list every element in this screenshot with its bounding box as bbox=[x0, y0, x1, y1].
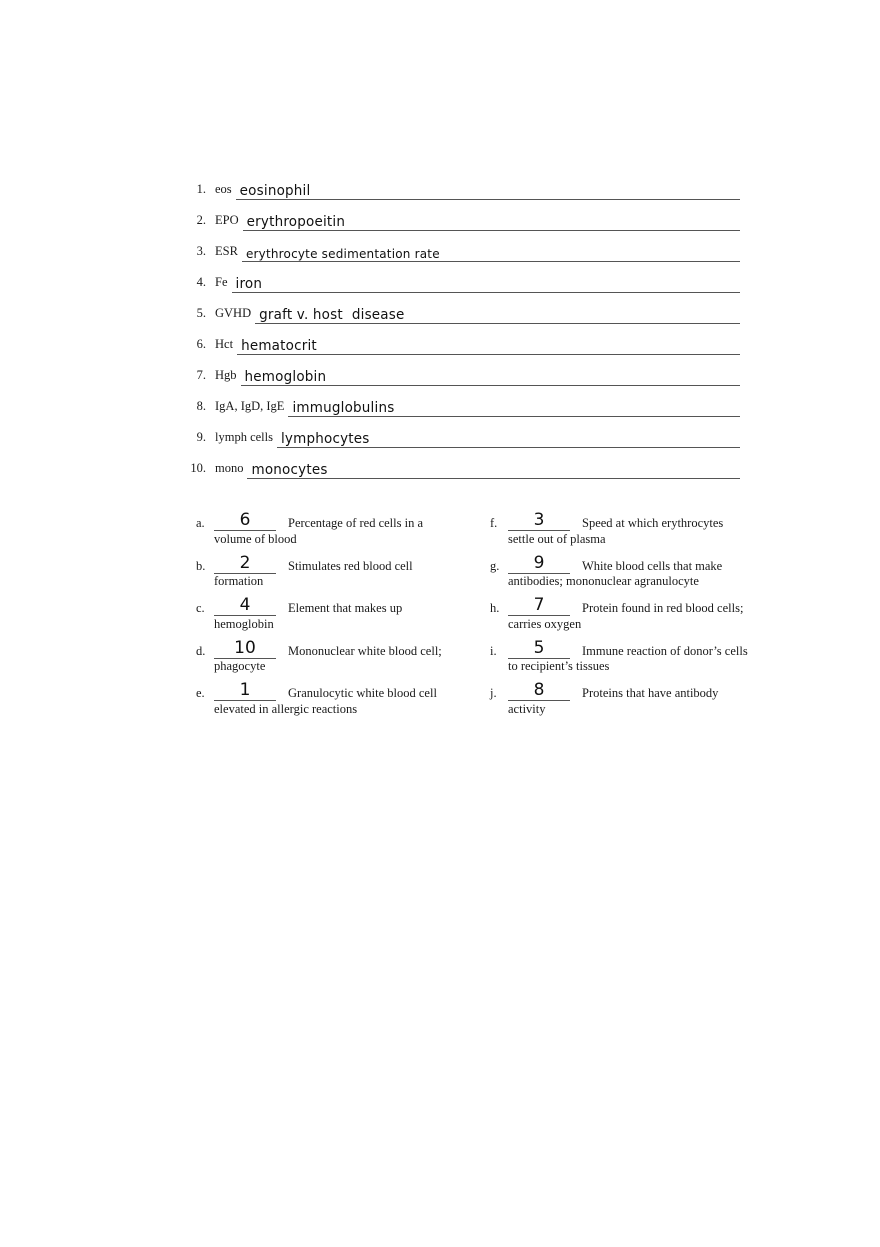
item-letter: j. bbox=[490, 686, 497, 700]
abbreviation-term: Hct bbox=[215, 337, 234, 351]
definition-text: Speed at which erythrocytes settle out of plasma bbox=[508, 516, 724, 546]
abbreviation-term: mono bbox=[215, 461, 244, 475]
matching-item bbox=[488, 551, 758, 594]
answer-line[interactable] bbox=[277, 425, 740, 448]
item-letter: e. bbox=[196, 686, 205, 700]
item-number: 7. bbox=[196, 368, 206, 382]
matching-item bbox=[194, 593, 464, 636]
handwritten-answer: erythrocyte sedimentation rate bbox=[245, 246, 440, 261]
item-number: 2. bbox=[196, 213, 206, 227]
definition-text: Granulocytic white blood cell elevated in allergic reactions bbox=[214, 686, 437, 716]
item-letter: b. bbox=[196, 558, 206, 573]
definition-text: Protein found in red blood cells; carries oxygen bbox=[508, 601, 744, 631]
handwritten-answer: monocytes bbox=[251, 461, 328, 478]
handwritten-number: 2 bbox=[239, 552, 251, 573]
definition-text: Proteins that have antibody activity bbox=[508, 686, 719, 716]
handwritten-answer: graft v. host disease bbox=[259, 306, 405, 323]
handwritten-answer: erythropoeitin bbox=[246, 213, 346, 230]
item-number: 5. bbox=[196, 306, 206, 320]
definition-text: Mononuclear white blood cell; phagocyte bbox=[214, 643, 442, 673]
matching-item bbox=[194, 551, 464, 594]
item-number: 1. bbox=[196, 182, 206, 196]
item-letter: g. bbox=[490, 558, 500, 573]
answer-line[interactable] bbox=[243, 208, 740, 231]
answer-line[interactable] bbox=[241, 363, 740, 386]
matching-item bbox=[488, 508, 758, 551]
abbreviation-row bbox=[180, 234, 740, 265]
definition-text: White blood cells that make antibodies; mononuclear agranulocyte bbox=[508, 558, 723, 588]
handwritten-number: 3 bbox=[533, 510, 545, 530]
answer-line[interactable] bbox=[237, 332, 740, 355]
answer-line[interactable] bbox=[232, 270, 741, 293]
answer-line[interactable] bbox=[247, 456, 740, 479]
matching-item bbox=[488, 636, 758, 679]
answer-line[interactable] bbox=[255, 301, 740, 324]
abbreviation-row bbox=[180, 265, 740, 296]
item-number: 4. bbox=[196, 275, 206, 289]
abbreviation-row bbox=[180, 451, 740, 482]
abbreviation-row bbox=[180, 203, 740, 234]
abbreviation-row bbox=[180, 172, 740, 203]
handwritten-answer: eosinophil bbox=[239, 182, 311, 199]
abbreviation-term: Fe bbox=[215, 275, 228, 289]
answer-line[interactable] bbox=[242, 239, 740, 262]
matching-item bbox=[194, 508, 464, 551]
handwritten-answer: lymphocytes bbox=[280, 430, 370, 447]
handwritten-number: 9 bbox=[533, 552, 545, 573]
item-letter: f. bbox=[490, 516, 498, 530]
matching-column-left bbox=[194, 508, 464, 721]
definition-text: Element that makes up hemoglobin bbox=[214, 601, 403, 631]
abbreviation-row bbox=[180, 420, 740, 451]
handwritten-number: 7 bbox=[533, 595, 545, 615]
item-number: 6. bbox=[196, 337, 206, 351]
item-number: 10. bbox=[190, 461, 206, 475]
matching-column-right bbox=[488, 508, 758, 721]
handwritten-answer: iron bbox=[235, 275, 263, 292]
abbreviation-term: GVHD bbox=[215, 306, 252, 320]
handwritten-answer: immuglobulins bbox=[292, 399, 395, 416]
abbreviation-term: EPO bbox=[215, 213, 239, 227]
handwritten-number: 4 bbox=[239, 595, 251, 615]
definition-text: Stimulates red blood cell formation bbox=[214, 558, 413, 588]
handwritten-number: 10 bbox=[234, 637, 256, 658]
item-number: 8. bbox=[196, 399, 206, 413]
abbreviation-term: eos bbox=[215, 182, 232, 196]
abbreviation-term: IgA, IgD, IgE bbox=[215, 399, 285, 413]
abbreviation-term: ESR bbox=[215, 244, 238, 258]
answer-line[interactable] bbox=[288, 394, 740, 417]
matching-item bbox=[194, 678, 464, 721]
matching-item bbox=[488, 678, 758, 721]
handwritten-number: 6 bbox=[239, 510, 251, 530]
matching-item bbox=[194, 636, 464, 679]
matching-item bbox=[488, 593, 758, 636]
item-letter: a. bbox=[196, 516, 205, 530]
abbreviation-term: Hgb bbox=[215, 368, 237, 382]
abbreviation-list bbox=[180, 172, 740, 482]
answer-line[interactable] bbox=[236, 177, 740, 200]
handwritten-answer: hematocrit bbox=[241, 337, 317, 354]
handwritten-number: 5 bbox=[533, 637, 545, 658]
handwritten-number: 8 bbox=[533, 680, 545, 700]
abbreviation-row bbox=[180, 327, 740, 358]
abbreviation-row bbox=[180, 358, 740, 389]
item-letter: d. bbox=[196, 643, 206, 658]
item-letter: i. bbox=[490, 643, 497, 658]
definition-text: Percentage of red cells in a volume of blood bbox=[214, 516, 424, 546]
abbreviation-row bbox=[180, 389, 740, 420]
item-number: 3. bbox=[196, 244, 206, 258]
handwritten-answer: hemoglobin bbox=[244, 368, 327, 385]
handwritten-number: 1 bbox=[239, 680, 251, 700]
abbreviation-term: lymph cells bbox=[215, 430, 273, 444]
item-letter: c. bbox=[196, 601, 205, 615]
definition-text: Immune reaction of donor’s cells to recipient’s tissues bbox=[508, 643, 748, 673]
item-letter: h. bbox=[490, 601, 500, 615]
abbreviation-row bbox=[180, 296, 740, 327]
item-number: 9. bbox=[196, 430, 206, 444]
